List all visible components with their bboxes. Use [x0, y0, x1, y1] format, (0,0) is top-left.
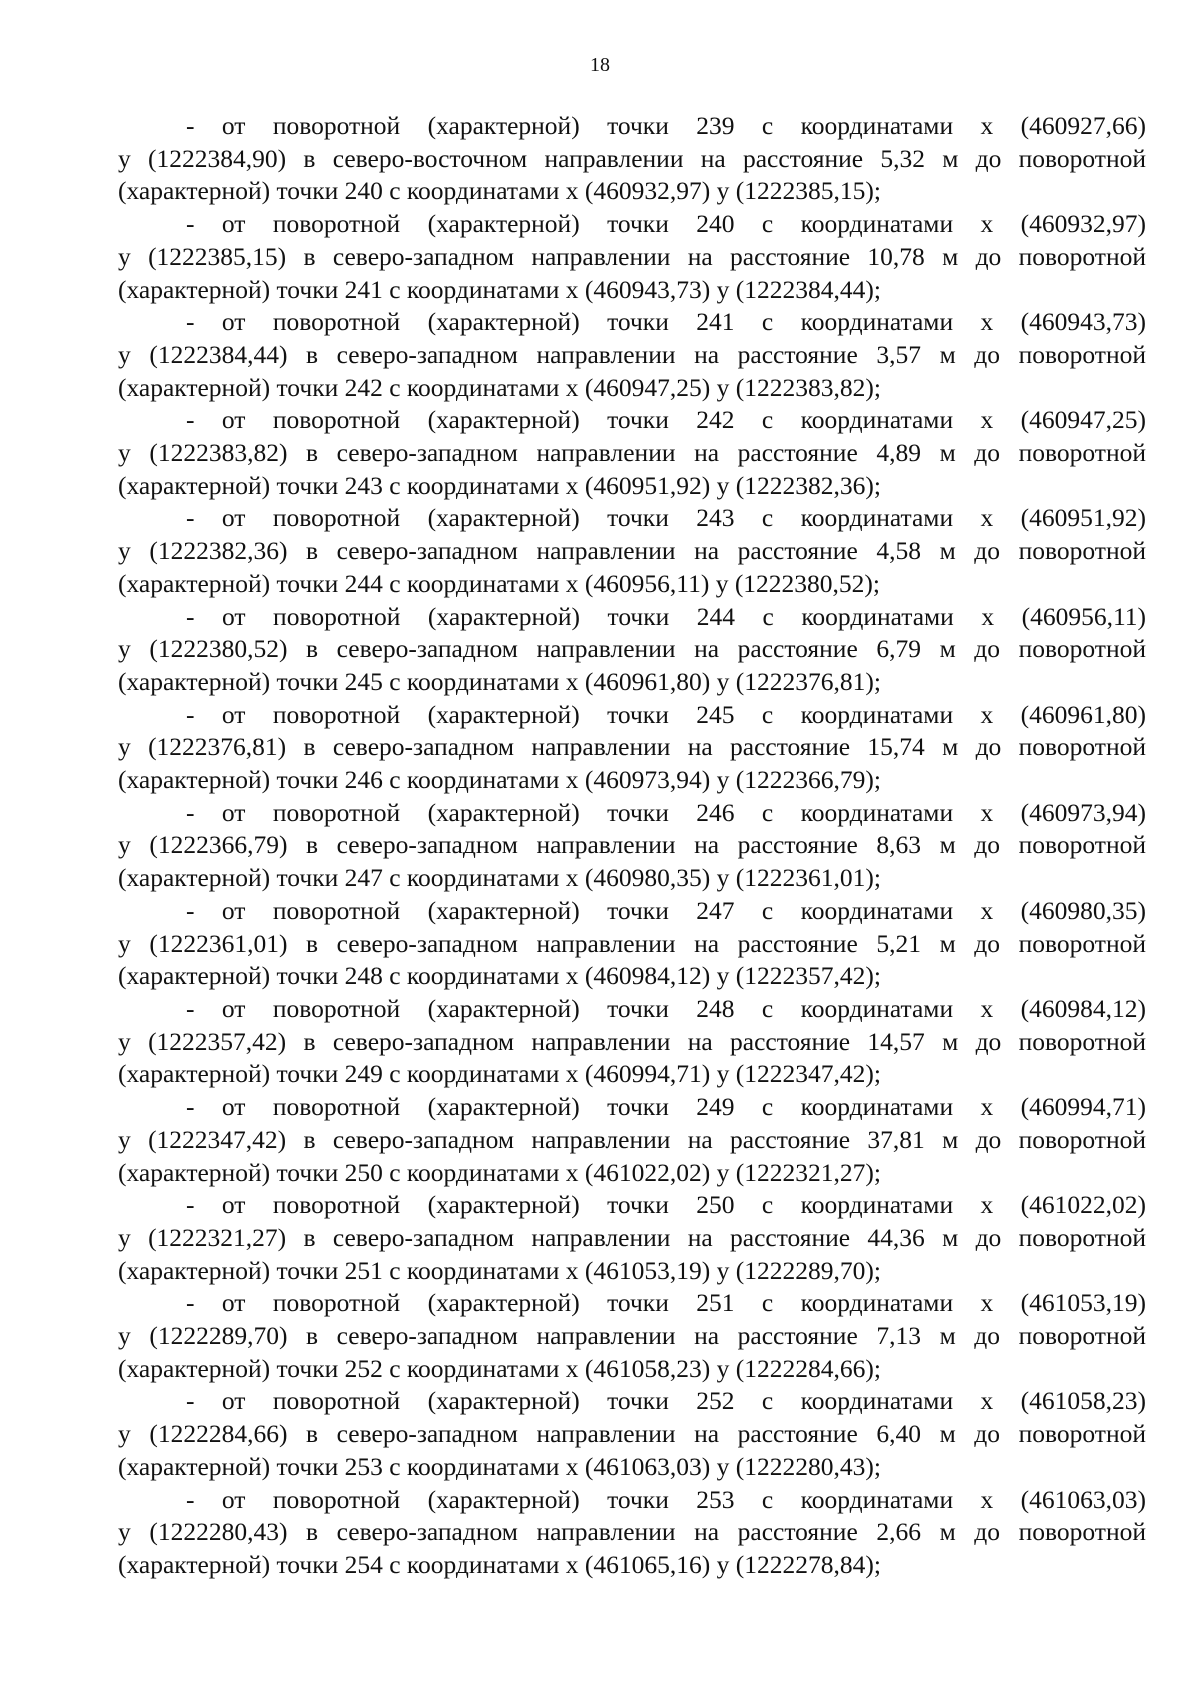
paragraph — [118, 502, 1146, 600]
text-line: - от поворотной (характерной) точки 247 с координатами x (460980,35) — [186, 895, 1146, 925]
text-line: (характерной) точки 244 с координатами x (460956,11) y (1222380,52); — [118, 568, 881, 598]
text-line: y (1222384,90) в северо-восточном направлении на расстояние 5,32 м до поворотной — [118, 143, 1146, 173]
text-line: (характерной) точки 250 с координатами x (461022,02) y (1222321,27); — [118, 1157, 881, 1187]
paragraph — [118, 1091, 1146, 1189]
text-line: y (1222376,81) в северо-западном направлении на расстояние 15,74 м до поворотной — [118, 732, 1146, 762]
text-line: y (1222357,42) в северо-западном направлении на расстояние 14,57 м до поворотной — [118, 1026, 1146, 1056]
text-line: - от поворотной (характерной) точки 243 с координатами x (460951,92) — [186, 503, 1146, 533]
text-line: (характерной) точки 252 с координатами x (461058,23) y (1222284,66); — [118, 1353, 881, 1383]
paragraph — [118, 601, 1146, 699]
paragraph — [118, 1287, 1146, 1385]
text-line: y (1222280,43) в северо-западном направлении на расстояние 2,66 м до поворотной — [118, 1517, 1146, 1547]
text-line: - от поворотной (характерной) точки 240 с координатами x (460932,97) — [186, 209, 1146, 239]
text-line: (характерной) точки 240 с координатами x (460932,97) y (1222385,15); — [118, 176, 881, 206]
text-line: y (1222361,01) в северо-западном направлении на расстояние 5,21 м до поворотной — [118, 928, 1146, 958]
text-line: - от поворотной (характерной) точки 253 с координатами x (461063,03) — [186, 1484, 1146, 1514]
text-line: (характерной) точки 251 с координатами x (461053,19) y (1222289,70); — [118, 1255, 881, 1285]
paragraph — [118, 1484, 1146, 1582]
document-body — [118, 110, 1146, 1582]
text-line: (характерной) точки 242 с координатами x (460947,25) y (1222383,82); — [118, 372, 881, 402]
paragraph — [118, 404, 1146, 502]
text-line: (характерной) точки 249 с координатами x (460994,71) y (1222347,42); — [118, 1059, 881, 1089]
text-line: (характерной) точки 243 с координатами x (460951,92) y (1222382,36); — [118, 470, 881, 500]
text-line: y (1222382,36) в северо-западном направлении на расстояние 4,58 м до поворотной — [118, 536, 1146, 566]
text-line: - от поворотной (характерной) точки 242 с координатами x (460947,25) — [186, 405, 1146, 435]
text-line: - от поворотной (характерной) точки 251 с координатами x (461053,19) — [186, 1288, 1146, 1318]
text-line: y (1222383,82) в северо-западном направлении на расстояние 4,89 м до поворотной — [118, 438, 1146, 468]
text-line: (характерной) точки 241 с координатами x (460943,73) y (1222384,44); — [118, 274, 881, 304]
paragraph — [118, 895, 1146, 993]
paragraph — [118, 1189, 1146, 1287]
text-line: y (1222321,27) в северо-западном направлении на расстояние 44,36 м до поворотной — [118, 1222, 1146, 1252]
text-line: y (1222385,15) в северо-западном направлении на расстояние 10,78 м до поворотной — [118, 241, 1146, 271]
paragraph — [118, 306, 1146, 404]
text-line: - от поворотной (характерной) точки 239 с координатами x (460927,66) — [186, 111, 1146, 140]
paragraph — [118, 699, 1146, 797]
text-line: y (1222380,52) в северо-западном направлении на расстояние 6,79 м до поворотной — [118, 634, 1146, 664]
paragraph — [118, 208, 1146, 306]
text-line: - от поворотной (характерной) точки 244 с координатами x (460956,11) — [186, 601, 1146, 631]
text-line: y (1222366,79) в северо-западном направлении на расстояние 8,63 м до поворотной — [118, 830, 1146, 860]
paragraph — [118, 1385, 1146, 1483]
paragraph — [118, 993, 1146, 1091]
text-line: - от поворотной (характерной) точки 246 с координатами x (460973,94) — [186, 797, 1146, 827]
text-line: (характерной) точки 246 с координатами x (460973,94) y (1222366,79); — [118, 765, 881, 795]
paragraph — [118, 797, 1146, 895]
text-line: - от поворотной (характерной) точки 248 с координатами x (460984,12) — [186, 993, 1146, 1023]
text-line: (характерной) точки 253 с координатами x (461063,03) y (1222280,43); — [118, 1451, 881, 1481]
text-line: y (1222289,70) в северо-западном направлении на расстояние 7,13 м до поворотной — [118, 1321, 1146, 1351]
text-line: y (1222384,44) в северо-западном направлении на расстояние 3,57 м до поворотной — [118, 339, 1146, 369]
text-line: - от поворотной (характерной) точки 252 с координатами x (461058,23) — [186, 1386, 1146, 1416]
paragraph — [118, 110, 1146, 208]
text-line: - от поворотной (характерной) точки 245 с координатами x (460961,80) — [186, 699, 1146, 729]
text-line: (характерной) точки 254 с координатами x (461065,16) y (1222278,84); — [118, 1549, 881, 1579]
text-line: (характерной) точки 247 с координатами x (460980,35) y (1222361,01); — [118, 863, 881, 893]
text-line: y (1222347,42) в северо-западном направлении на расстояние 37,81 м до поворотной — [118, 1124, 1146, 1154]
text-line: - от поворотной (характерной) точки 241 с координатами x (460943,73) — [186, 307, 1146, 337]
page-number: 18 — [590, 54, 610, 76]
text-line: - от поворотной (характерной) точки 249 с координатами x (460994,71) — [186, 1092, 1146, 1122]
text-line: (характерной) точки 245 с координатами x (460961,80) y (1222376,81); — [118, 666, 881, 696]
text-line: y (1222284,66) в северо-западном направлении на расстояние 6,40 м до поворотной — [118, 1419, 1146, 1449]
text-line: - от поворотной (характерной) точки 250 с координатами x (461022,02) — [186, 1190, 1146, 1220]
text-line: (характерной) точки 248 с координатами x (460984,12) y (1222357,42); — [118, 961, 881, 991]
